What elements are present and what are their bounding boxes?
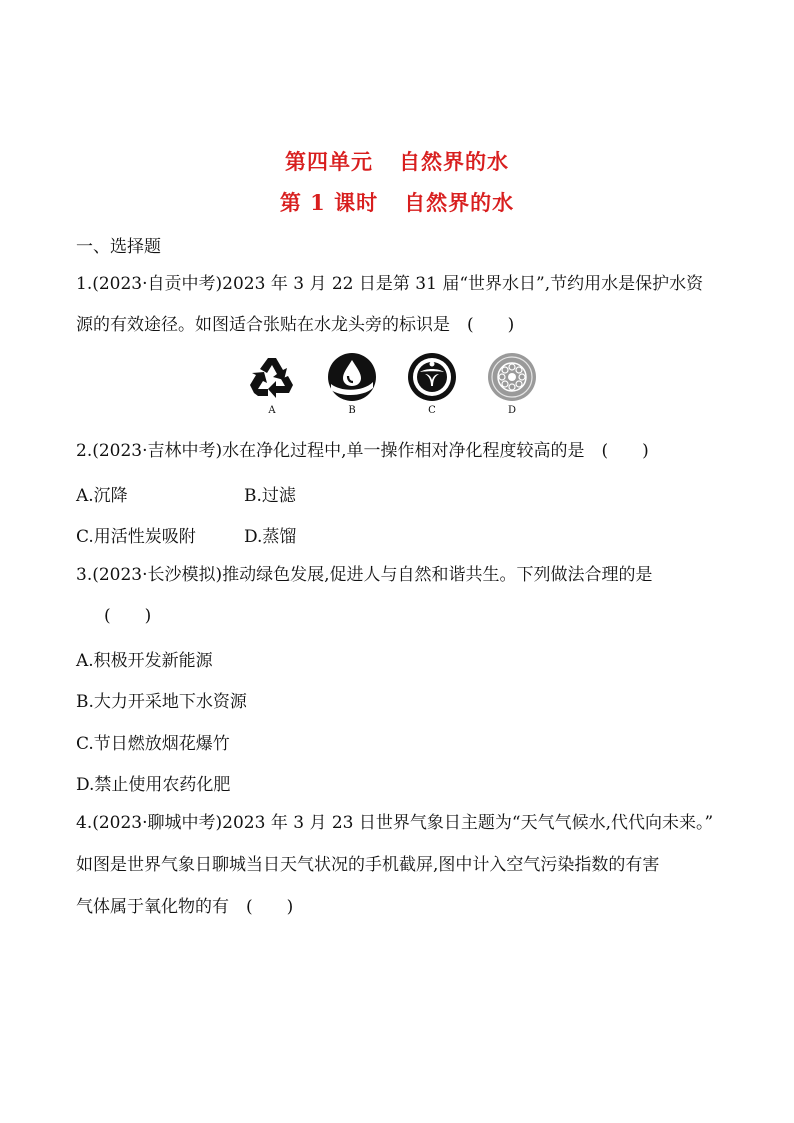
q1-option-c [406,352,458,416]
lesson-title [0,187,794,217]
q1-line2: 源的有效途径。如图适合张贴在水龙头旁的标识是 ( ) [76,315,515,335]
q3-line2: ( ) [104,606,152,626]
lesson-title-name: 自然界的水 [404,190,515,215]
q3-line1: 3.(2023·长沙模拟)推动绿色发展,促进人与自然和谐共生。下列做法合理的是 [76,565,653,585]
q3-option-b: B.大力开采地下水资源 [76,692,247,712]
unit-title-name: 自然界的水 [399,149,509,174]
q2-option-c: C.用活性炭吸附 [76,527,196,547]
q2-line1: 2.(2023·吉林中考)水在净化过程中,单一操作相对净化程度较高的是 ( ) [76,441,649,461]
q3-option-c: C.节日燃放烟花爆竹 [76,734,230,754]
q4-line3: 气体属于氧化物的有 ( ) [76,897,294,917]
water-saving-icon [326,352,378,402]
q1-logo-options [246,352,546,422]
recycle-icon [246,352,298,402]
section-heading: 一、选择题 [76,237,161,257]
q1-option-a [246,352,298,416]
q2-option-d: D.蒸馏 [244,527,297,547]
q4-line1: 4.(2023·聊城中考)2023 年 3 月 23 日世界气象日主题为“天气气候水,代代向未来。” [76,813,714,833]
q2-option-b: B.过滤 [244,486,296,506]
lesson-title-number: 第 1 课时 [279,190,379,215]
china-environmental-label-icon [486,352,538,402]
q1-option-c-label: C [428,405,436,416]
q1-option-b-label: B [348,405,356,416]
q1-line1: 1.(2023·自贡中考)2023 年 3 月 22 日是第 31 届“世界水日”,节约用水是保护水资 [76,274,704,294]
q3-option-a: A.积极开发新能源 [76,651,213,671]
green-food-icon [406,352,458,402]
q1-option-d-label: D [507,405,517,416]
unit-title [0,146,794,176]
q1-option-d [486,352,538,416]
q4-line2: 如图是世界气象日聊城当日天气状况的手机截屏,图中计入空气污染指数的有害 [76,855,660,875]
q3-option-d: D.禁止使用农药化肥 [76,775,231,795]
unit-title-number: 第四单元 [285,149,373,174]
q1-option-b [326,352,378,416]
q2-option-a: A.沉降 [76,486,128,506]
q1-option-a-label: A [268,405,276,416]
